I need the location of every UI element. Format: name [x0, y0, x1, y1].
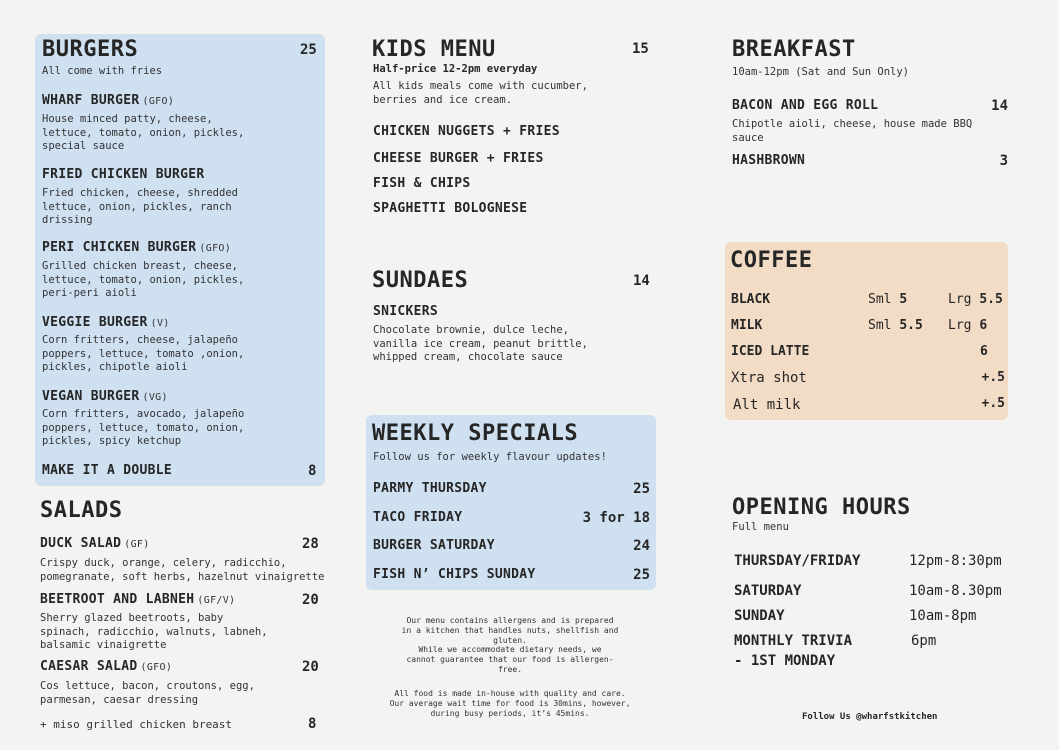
salad-item-desc: Cos lettuce, bacon, croutons, egg, parmesan, caesar dressing: [40, 680, 255, 706]
hours-time: 10am-8.30pm: [909, 583, 1002, 599]
burger-item-desc: House minced patty, cheese, lettuce, tomato, onion, pickles, special sauce: [42, 113, 245, 152]
coffee-large-price: Lrg 6: [948, 318, 988, 333]
burger-item-name: PERI CHICKEN BURGER (GFO): [42, 240, 232, 255]
salad-addon-price: 8: [308, 716, 317, 732]
sundae-item-name: SNICKERS: [373, 304, 439, 319]
social-handle: Follow Us @wharfstkitchen: [802, 712, 938, 722]
diet-tag: (GFO): [199, 243, 232, 254]
diet-tag: (VG): [142, 392, 168, 403]
hours-day: THURSDAY/FRIDAY: [734, 553, 861, 569]
coffee-small-price: Sml 5.5: [868, 318, 923, 333]
breakfast-title: BREAKFAST: [732, 37, 856, 62]
coffee-extra-price: +.5: [981, 370, 1005, 385]
hours-time: 12pm-8:30pm: [909, 553, 1002, 569]
kids-title: KIDS MENU: [372, 37, 496, 62]
coffee-large-price: 6: [980, 344, 988, 359]
diet-tag: (GF/V): [197, 595, 236, 606]
allergen-note: Our menu contains allergens and is prepared in a kitchen that handles nuts, shellfish and gluten.: [401, 616, 619, 645]
breakfast-subtitle: 10am-12pm (Sat and Sun Only): [732, 66, 910, 78]
special-item-name: BURGER SATURDAY: [373, 538, 495, 553]
salad-item-price: 20: [302, 592, 319, 608]
salad-item-name: BEETROOT AND LABNEH (GF/V): [40, 592, 236, 607]
breakfast-item-price: 3: [999, 153, 1008, 169]
coffee-item-name: ICED LATTE: [731, 344, 810, 359]
hours-time: 10am-8pm: [909, 608, 977, 624]
coffee-extra-price: +.5: [981, 396, 1005, 411]
burger-item-desc: Fried chicken, cheese, shredded lettuce, onion, pickles, ranch drissing: [42, 187, 238, 226]
special-item-price: 3 for 18: [582, 510, 650, 526]
burgers-subtitle: All come with fries: [42, 65, 163, 77]
breakfast-item-desc: Chipotle aioli, cheese, house made BBQ sauce: [732, 118, 973, 144]
kids-subtitle: Half-price 12-2pm everyday: [373, 63, 538, 75]
salad-item-desc: Crispy duck, orange, celery, radicchio, pomegranate, soft herbs, hazelnut vinaigrette: [40, 557, 325, 583]
salads-title: SALADS: [40, 498, 123, 523]
specials-subtitle: Follow us for weekly flavour updates!: [373, 451, 607, 463]
diet-tag: (GFO): [140, 662, 173, 673]
coffee-title: COFFEE: [730, 248, 813, 273]
double-price: 8: [308, 463, 317, 479]
hours-day: SUNDAY: [734, 608, 785, 624]
special-item-price: 25: [633, 567, 650, 583]
wait-time-note: All food is made in-house with quality and care. Our average wait time for food is 30mins, however, during busy periods, it’s 45mins.: [389, 689, 631, 718]
special-item-name: TACO FRIDAY: [373, 510, 463, 525]
burgers-title: BURGERS: [42, 37, 139, 62]
sundae-item-desc: Chocolate brownie, dulce leche, vanilla ice cream, peanut brittle, whipped cream, chocolate sauce: [373, 324, 588, 363]
dietary-note: While we accommodate dietary needs, we cannot guarantee that our food is allergen-free.: [406, 645, 614, 674]
breakfast-item-name: BACON AND EGG ROLL: [732, 98, 879, 113]
burger-item-name: FRIED CHICKEN BURGER: [42, 167, 205, 182]
hours-day: SATURDAY: [734, 583, 802, 599]
hours-day: MONTHLY TRIVIA: [734, 633, 853, 649]
kids-desc: All kids meals come with cucumber, berries and ice cream.: [373, 80, 588, 106]
sundaes-price: 14: [633, 273, 650, 289]
kids-price: 15: [632, 41, 649, 57]
breakfast-item-name: HASHBROWN: [732, 153, 806, 168]
special-item-price: 25: [633, 481, 650, 497]
hours-title: OPENING HOURS: [732, 495, 911, 520]
kids-item: FISH & CHIPS: [373, 176, 471, 191]
burger-item-desc: Grilled chicken breast, cheese, lettuce, tomato, onion, pickles, peri-peri aioli: [42, 260, 245, 299]
kids-item: CHICKEN NUGGETS + FRIES: [373, 124, 560, 139]
salad-item-desc: Sherry glazed beetroots, baby spinach, radicchio, walnuts, labneh, balsamic vinaigrette: [40, 612, 268, 651]
coffee-extra-name: Alt milk: [733, 397, 801, 413]
special-item-name: FISH N’ CHIPS SUNDAY: [373, 567, 536, 582]
coffee-item-name: MILK: [731, 318, 763, 333]
coffee-item-name: BLACK: [731, 292, 771, 307]
burgers-price: 25: [300, 42, 317, 58]
diet-tag: (GFO): [142, 96, 175, 107]
burger-item-name: VEGAN BURGER (VG): [42, 389, 168, 404]
hours-subtitle: Full menu: [732, 521, 789, 533]
salad-item-name: DUCK SALAD (GF): [40, 536, 150, 551]
hours-time: 6pm: [911, 633, 937, 649]
burger-item-desc: Corn fritters, avocado, jalapeño poppers, lettuce, tomato, onion, pickles, spicy ketchup: [42, 408, 245, 447]
burger-item-name: VEGGIE BURGER (V): [42, 315, 170, 330]
salad-addon-label: + miso grilled chicken breast: [40, 718, 233, 731]
sundaes-title: SUNDAES: [372, 268, 469, 293]
salad-item-price: 20: [302, 659, 319, 675]
coffee-extra-name: Xtra shot: [731, 370, 807, 386]
diet-tag: (GF): [124, 539, 150, 550]
diet-tag: (V): [150, 318, 170, 329]
burger-item-desc: Corn fritters, cheese, jalapeño poppers, lettuce, tomato ,onion, pickles, chipotle aioli: [42, 334, 245, 373]
burger-item-name: WHARF BURGER (GFO): [42, 93, 175, 108]
coffee-small-price: Sml 5: [868, 292, 908, 307]
kids-item: SPAGHETTI BOLOGNESE: [373, 201, 528, 216]
kids-item: CHEESE BURGER + FRIES: [373, 151, 544, 166]
double-label: MAKE IT A DOUBLE: [42, 463, 173, 478]
specials-title: WEEKLY SPECIALS: [372, 421, 579, 446]
special-item-name: PARMY THURSDAY: [373, 481, 487, 496]
special-item-price: 24: [633, 538, 650, 554]
coffee-large-price: Lrg 5.5: [948, 292, 1003, 307]
salad-item-name: CAESAR SALAD (GFO): [40, 659, 173, 674]
trivia-note: - 1ST MONDAY: [734, 653, 836, 669]
salad-item-price: 28: [302, 536, 319, 552]
breakfast-item-price: 14: [991, 98, 1008, 114]
